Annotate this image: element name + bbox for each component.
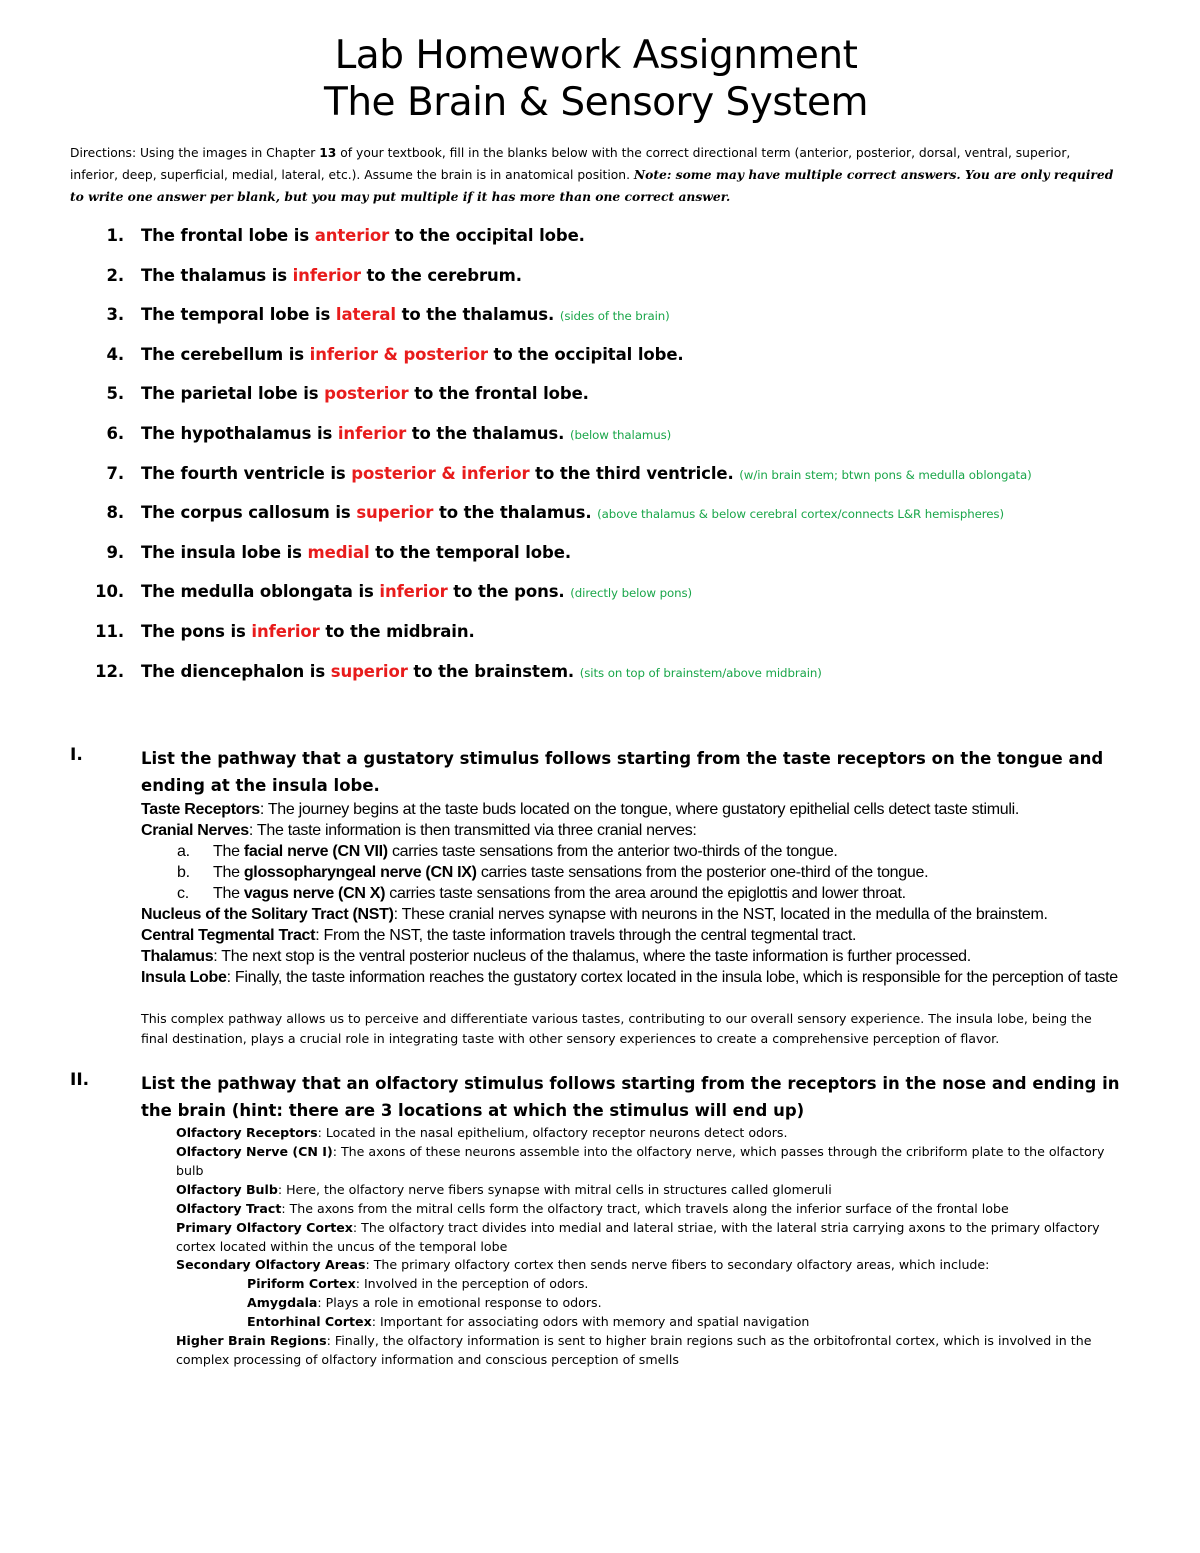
question-list — [70, 226, 1122, 701]
pathway-step: Olfactory Tract: The axons from the mitral cells form the olfactory tract, which travels along the inferior surface of the frontal lobe — [176, 1200, 1009, 1216]
question-text: The corpus callosum is — [141, 503, 357, 523]
question-text-end: to the third ventricle. — [529, 463, 740, 483]
pathway-step: Nucleus of the Solitary Tract (NST): These cranial nerves synapse with neurons in the NST, located in the medulla of the brainstem. — [141, 906, 1048, 924]
question-text: The medulla oblongata is — [141, 582, 380, 602]
question-item — [70, 464, 1122, 504]
directions-note: Note: some may have multiple correct answers. You are only required to write one answer per blank, but you may put multiple if it has more than one correct answer. — [70, 167, 1114, 204]
olfactory-pathway — [70, 1124, 1122, 1370]
question-text-end: to the occipital lobe. — [389, 226, 585, 245]
question-answer: posterior & inferior — [351, 463, 530, 483]
nerve-item: b. The glossopharyngeal nerve (CN IX) carries taste sensations from the posterior one-third of the tongue. — [177, 864, 929, 882]
question-answer: superior — [330, 661, 408, 681]
pathway-step: Central Tegmental Tract: From the NST, the taste information travels through the central tegmental tract. — [141, 927, 857, 945]
section-heading: List the pathway that an olfactory stimulus follows starting from the receptors in the nose and ending in the brain (hint: there are 3 locations at which the stimulus will end up) — [141, 1074, 1120, 1121]
question-note: (sides of the brain) — [559, 309, 670, 324]
question-text: The diencephalon is — [141, 661, 331, 681]
pathway-step: Cranial Nerves: The taste information is then transmitted via three cranial nerves: — [141, 822, 697, 840]
question-answer: inferior — [379, 582, 448, 602]
question-item — [70, 582, 1122, 622]
question-item — [70, 543, 1122, 583]
pathway-step: Higher Brain Regions: Finally, the olfactory information is sent to higher brain regions such as the orbitofrontal cortex, which is involved in the complex processing of olfactory information and conscious perception of smells — [176, 1333, 1092, 1367]
question-answer: inferior — [337, 423, 407, 443]
question-text: The fourth ventricle is — [141, 463, 352, 483]
question-text: The insula lobe is — [141, 542, 308, 562]
question-answer: medial — [307, 542, 370, 562]
section-number: I. — [70, 745, 83, 766]
question-note: (sits on top of brainstem/above midbrain) — [579, 665, 822, 680]
question-answer: inferior — [251, 621, 320, 641]
nerve-item: a. The facial nerve (CN VII) carries taste sensations from the anterior two-thirds of the tongue. — [177, 843, 838, 861]
pathway-step: Olfactory Nerve (CN I): The axons of these neurons assemble into the olfactory nerve, which passes through the cribriform plate to the olfactory bulb — [176, 1144, 1105, 1178]
question-answer: posterior — [324, 384, 409, 404]
pathway-substep: Entorhinal Cortex: Important for associating odors with memory and spatial navigation — [247, 1314, 810, 1330]
question-number: 11. — [95, 621, 124, 641]
question-number: 4. — [106, 344, 124, 364]
pathway-step: Primary Olfactory Cortex: The olfactory tract divides into medial and lateral striae, with the lateral stria carrying axons to the primary olfactory cortex located within the uncus of the temporal lobe — [176, 1219, 1100, 1254]
title-line-1: Lab Homework Assignment — [334, 33, 858, 78]
question-text-end: to the frontal lobe. — [408, 384, 589, 404]
question-item — [70, 424, 1122, 464]
question-number: 7. — [106, 463, 124, 483]
question-number: 6. — [106, 423, 124, 443]
directions-text-2: of your textbook, fill in the blanks below with the correct directional term (anterior, posterior, dorsal, ventral, superior, inferior, deep, superficial, medial, lateral, etc.). Assume the brain is in anatomical position. — [70, 146, 1071, 182]
question-number: 10. — [95, 582, 124, 602]
pathway-step: Taste Receptors: The journey begins at the taste buds located on the tongue, where gustatory epithelial cells detect taste stimuli. — [141, 801, 1019, 819]
question-text-end: to the thalamus. — [396, 305, 560, 325]
question-number: 12. — [95, 661, 124, 681]
pathway-step: Olfactory Bulb: Here, the olfactory nerve fibers synapse with mitral cells in structures called glomeruli — [176, 1181, 832, 1197]
question-text-end: to the temporal lobe. — [369, 542, 571, 562]
question-text-end: to the midbrain. — [319, 621, 475, 641]
question-text: The parietal lobe is — [141, 384, 325, 404]
question-text: The pons is — [141, 621, 252, 641]
question-text-end: to the occipital lobe. — [487, 344, 684, 364]
question-item — [70, 622, 1122, 662]
question-text-end: to the brainstem. — [407, 661, 580, 681]
pathway-step: Secondary Olfactory Areas: The primary olfactory cortex then sends nerve fibers to secondary olfactory areas, which include: — [176, 1257, 990, 1273]
directions-text: Directions: Using the images in Chapter — [70, 146, 320, 160]
question-number: 2. — [106, 265, 124, 285]
question-number: 1. — [106, 226, 124, 245]
pathway-substep: Piriform Cortex: Involved in the perception of odors. — [247, 1276, 589, 1292]
question-note: (above thalamus & below cerebral cortex/connects L&R hemispheres) — [597, 507, 1004, 522]
directions — [70, 143, 1122, 208]
nerve-item: c. The vagus nerve (CN X) carries taste sensations from the area around the epiglottis and lower throat. — [177, 885, 906, 903]
pathway-substep: Amygdala: Plays a role in emotional response to odors. — [247, 1295, 602, 1311]
question-item — [70, 662, 1122, 702]
question-item — [70, 305, 1122, 345]
question-answer: anterior — [314, 226, 390, 245]
section-summary: This complex pathway allows us to perceive and differentiate various tastes, contributing to our overall sensory experience. The insula lobe, being the final destination, plays a crucial role in integrating taste with other sensory experiences to create a comprehensive perception of flavor. — [141, 1011, 1092, 1046]
section-olfactory — [70, 1070, 1122, 1124]
question-answer: lateral — [335, 305, 396, 325]
section-heading: List the pathway that a gustatory stimulus follows starting from the taste receptors on the tongue and ending at the insula lobe. — [141, 749, 1104, 796]
question-text-end: to the thalamus. — [433, 503, 598, 523]
question-number: 5. — [106, 384, 124, 404]
question-item — [70, 345, 1122, 385]
question-note: (w/in brain stem; btwn pons & medulla oblongata) — [739, 467, 1032, 482]
question-number: 8. — [106, 503, 124, 523]
pathway-step: Thalamus: The next stop is the ventral posterior nucleus of the thalamus, where the taste information is further processed. — [141, 948, 971, 966]
question-item — [70, 266, 1122, 306]
question-text-end: to the thalamus. — [406, 423, 570, 443]
question-number: 3. — [106, 305, 124, 325]
question-item — [70, 503, 1122, 543]
question-text-end: to the pons. — [447, 582, 571, 602]
page-title — [70, 32, 1122, 126]
chapter-number: 13 — [319, 146, 337, 160]
section-number: II. — [70, 1070, 90, 1091]
question-answer: inferior & posterior — [309, 344, 488, 364]
pathway-step: Insula Lobe: Finally, the taste information reaches the gustatory cortex located in the insula lobe, which is responsible for the perception of taste — [141, 969, 1118, 987]
pathway-step: Olfactory Receptors: Located in the nasal epithelium, olfactory receptor neurons detect odors. — [176, 1125, 788, 1141]
question-text-end: to the cerebrum. — [360, 265, 522, 285]
question-answer: inferior — [292, 265, 361, 285]
question-item — [70, 226, 1122, 266]
question-text: The temporal lobe is — [141, 305, 336, 325]
question-item — [70, 384, 1122, 424]
gustatory-pathway — [141, 799, 1122, 988]
question-note: (directly below pons) — [570, 586, 693, 601]
section-gustatory — [70, 745, 1122, 1048]
title-line-2: The Brain & Sensory System — [324, 80, 868, 125]
question-text: The frontal lobe is — [141, 226, 315, 245]
question-text: The hypothalamus is — [141, 423, 338, 443]
question-number: 9. — [106, 542, 124, 562]
question-answer: superior — [356, 503, 434, 523]
question-text: The thalamus is — [141, 265, 293, 285]
question-text: The cerebellum is — [141, 344, 310, 364]
question-note: (below thalamus) — [569, 427, 672, 442]
